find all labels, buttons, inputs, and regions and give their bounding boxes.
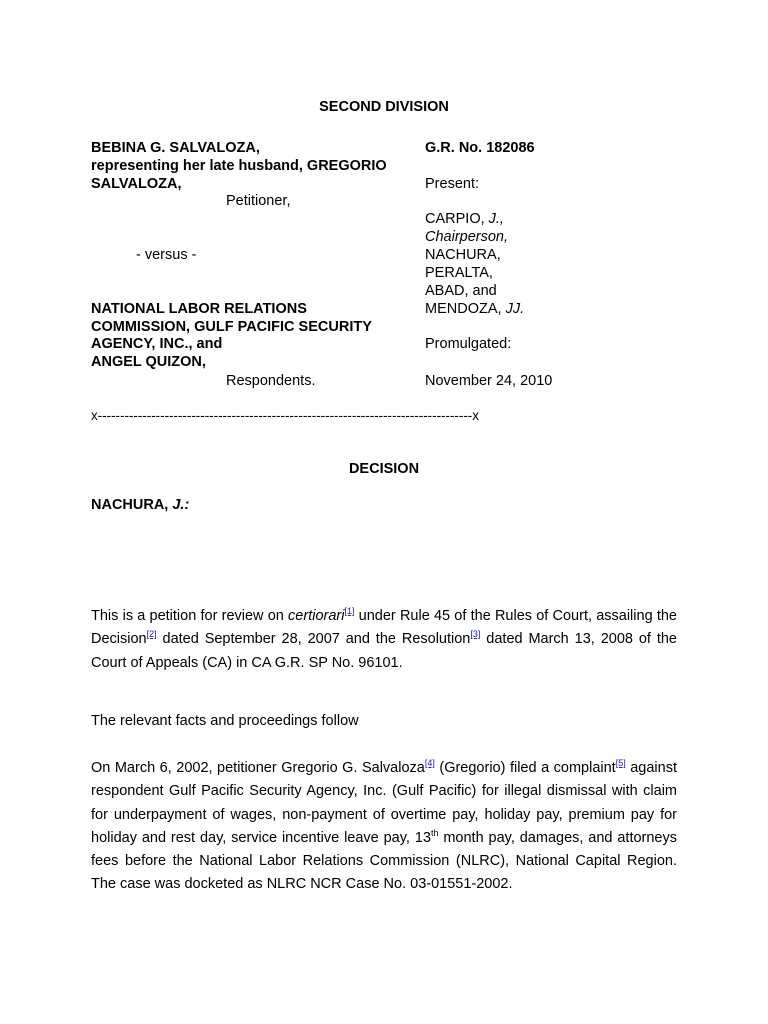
ordinal-superscript: th bbox=[430, 828, 439, 839]
ponente-name: NACHURA, bbox=[91, 497, 173, 513]
paragraph-intro bbox=[91, 605, 677, 675]
versus-label: - versus - bbox=[136, 247, 197, 263]
chairperson-label: Chairperson, bbox=[425, 229, 509, 245]
paragraph-facts-text-3: against respondent Gulf Pacific Security Agency, Inc. (Gulf Pacific) for illegal dismissal with claim for underpayment of wages, non-payment of overtime pay, holiday pay, premium pay for holiday and rest day, service incentive leave pay, 13 bbox=[91, 760, 677, 846]
decision-title: DECISION bbox=[348, 461, 420, 477]
justice-carpio bbox=[425, 210, 504, 228]
respondent-line1: NATIONAL LABOR RELATIONS bbox=[91, 301, 307, 317]
promulgated-label: Promulgated: bbox=[425, 336, 512, 352]
paragraph-intro-text-2: under Rule 45 of the Rules of Court, assailing the Decision bbox=[91, 608, 677, 648]
justice-nachura: NACHURA, bbox=[425, 247, 501, 263]
paragraph-facts-text-4: month pay, damages, and attorneys fees before the National Labor Relations Commission (NLRC), National Capital Region. The case was docketed as NLRC NCR Case No. 03-01551-2002. bbox=[91, 829, 677, 893]
justice-carpio-name: CARPIO, bbox=[425, 211, 489, 227]
footnote-link-3[interactable]: [3] bbox=[470, 629, 481, 640]
paragraph-facts bbox=[91, 757, 677, 897]
paragraph-facts-intro: The relevant facts and proceedings follow bbox=[91, 713, 359, 729]
footnote-link-1[interactable]: [1] bbox=[344, 606, 355, 617]
respondent-line2: COMMISSION, GULF PACIFIC SECURITY bbox=[91, 319, 372, 335]
division-heading: SECOND DIVISION bbox=[319, 99, 449, 115]
certiorari-term: certiorari bbox=[288, 608, 345, 624]
justice-abad: ABAD, and bbox=[425, 283, 497, 299]
respondent-label: Respondents. bbox=[226, 373, 316, 389]
justice-mendoza-name: MENDOZA, bbox=[425, 301, 506, 317]
promulgated-date: November 24, 2010 bbox=[425, 373, 553, 389]
justice-mendoza-suffix: JJ. bbox=[505, 301, 525, 317]
petitioner-label: Petitioner, bbox=[226, 193, 291, 209]
petitioner-rep-line2: SALVALOZA, bbox=[91, 176, 182, 192]
justice-mendoza bbox=[425, 300, 524, 318]
footnote-link-2[interactable]: [2] bbox=[146, 629, 157, 640]
paragraph-facts-text-2: (Gregorio) filed a complaint bbox=[434, 760, 616, 776]
ponente bbox=[91, 496, 189, 514]
separator-line: x------------------------------------------------------------------------------------x bbox=[91, 408, 479, 423]
paragraph-facts-text-1: On March 6, 2002, petitioner Gregorio G. Salvaloza bbox=[91, 760, 425, 776]
paragraph-intro-text-1: This is a petition for review on bbox=[91, 608, 289, 624]
present-label: Present: bbox=[425, 176, 479, 192]
ponente-suffix: J.: bbox=[172, 497, 190, 513]
respondent-line4: ANGEL QUIZON, bbox=[91, 354, 206, 370]
paragraph-intro-text-4: dated March 13, 2008 of the Court of Appeals (CA) in CA G.R. SP No. 96101. bbox=[91, 631, 677, 671]
respondent-line3: AGENCY, INC., and bbox=[91, 336, 223, 352]
gr-number: G.R. No. 182086 bbox=[425, 140, 535, 156]
footnote-link-5[interactable]: [5] bbox=[615, 758, 626, 769]
petitioner-rep-line1: representing her late husband, GREGORIO bbox=[91, 158, 387, 174]
justice-carpio-suffix: J., bbox=[488, 211, 504, 227]
petitioner-name: BEBINA G. SALVALOZA, bbox=[91, 140, 260, 156]
footnote-link-4[interactable]: [4] bbox=[424, 758, 435, 769]
justice-peralta: PERALTA, bbox=[425, 265, 493, 281]
paragraph-intro-text-3: dated September 28, 2007 and the Resolution bbox=[156, 631, 471, 648]
